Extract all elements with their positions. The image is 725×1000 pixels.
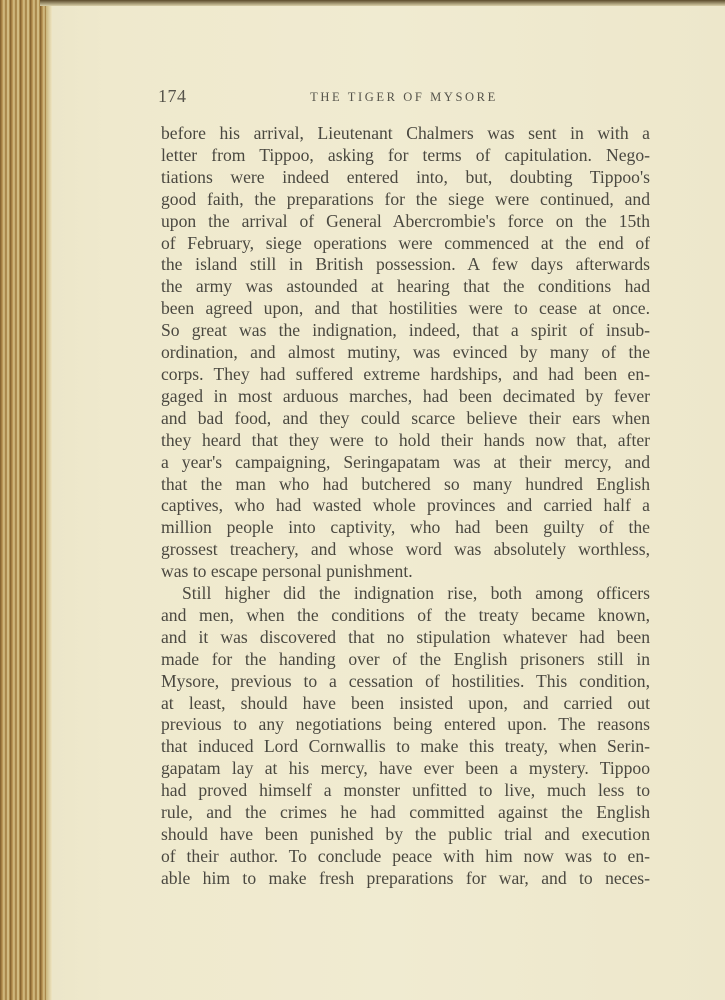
running-head: THE TIGER OF MYSORE bbox=[310, 90, 498, 104]
text-line: had proved himself a monster unfitted to live, much less to bbox=[161, 780, 650, 801]
text-line: before his arrival, Lieutenant Chalmers was sent in with a bbox=[161, 123, 650, 143]
body-text bbox=[161, 123, 650, 890]
text-line: able him to make fresh preparations for war, and to neces- bbox=[161, 867, 650, 888]
text-line: million people into captivity, who had been guilty of the bbox=[161, 517, 650, 538]
text-line: a year's campaigning, Seringapatam was at their mercy, and bbox=[161, 451, 650, 472]
text-line: and it was discovered that no stipulation whatever had been bbox=[161, 626, 650, 647]
paragraph-1 bbox=[161, 123, 650, 583]
text-line: of February, siege operations were commenced at the end of bbox=[161, 232, 650, 253]
text-line: of their author. To conclude peace with him now was to en- bbox=[161, 845, 650, 866]
text-line: captives, who had wasted whole provinces and carried half a bbox=[161, 495, 650, 516]
text-line: gaged in most arduous marches, had been decimated by fever bbox=[161, 385, 650, 406]
text-line: the island still in British possession. A few days afterwards bbox=[161, 254, 650, 275]
text-line: tiations were indeed entered into, but, doubting Tippoo's bbox=[161, 166, 650, 187]
text-line: been agreed upon, and that hostilities were to cease at once. bbox=[161, 298, 650, 319]
text-line: corps. They had suffered extreme hardships, and had been en- bbox=[161, 363, 650, 384]
text-line: Mysore, previous to a cessation of hostilities. This condition, bbox=[161, 670, 650, 691]
text-line: previous to any negotiations being entered upon. The reasons bbox=[161, 714, 650, 735]
text-line: and men, when the conditions of the treaty became known, bbox=[161, 604, 650, 625]
text-line: and bad food, and they could scarce believe their ears when bbox=[161, 407, 650, 428]
text-line: should have been punished by the public trial and execution bbox=[161, 824, 650, 844]
page-edges bbox=[0, 0, 52, 1000]
text-line: letter from Tippoo, asking for terms of capitulation. Nego- bbox=[161, 144, 650, 165]
paragraph-2 bbox=[161, 583, 650, 890]
text-line: the army was astounded at hearing that the conditions had bbox=[161, 276, 650, 297]
text-line: they heard that they were to hold their hands now that, after bbox=[161, 429, 650, 450]
text-line: upon the arrival of General Abercrombie's force on the 15th bbox=[161, 210, 650, 231]
page-header bbox=[158, 86, 650, 108]
text-line: that induced Lord Cornwallis to make this treaty, when Serin- bbox=[161, 736, 650, 757]
text-line: that the man who had butchered so many hundred English bbox=[161, 473, 650, 494]
text-line: made for the handing over of the English prisoners still in bbox=[161, 648, 650, 669]
text-line: at least, should have been insisted upon, and carried out bbox=[161, 692, 650, 713]
text-line: ordination, and almost mutiny, was evinced by many of the bbox=[161, 342, 650, 363]
text-line: So great was the indignation, indeed, that a spirit of insub- bbox=[161, 320, 650, 341]
text-line: gapatam lay at his mercy, have ever been a mystery. Tippoo bbox=[161, 758, 650, 779]
text-line: Still higher did the indignation rise, both among officers bbox=[182, 583, 650, 604]
text-line: good faith, the preparations for the siege were continued, and bbox=[161, 188, 650, 209]
page-number: 174 bbox=[158, 86, 187, 106]
page-top-shadow bbox=[40, 0, 725, 6]
text-line: grossest treachery, and whose word was absolutely worthless, bbox=[161, 539, 650, 560]
text-line: was to escape personal punishment. bbox=[161, 561, 413, 582]
text-line: rule, and the crimes he had committed against the English bbox=[161, 802, 650, 823]
